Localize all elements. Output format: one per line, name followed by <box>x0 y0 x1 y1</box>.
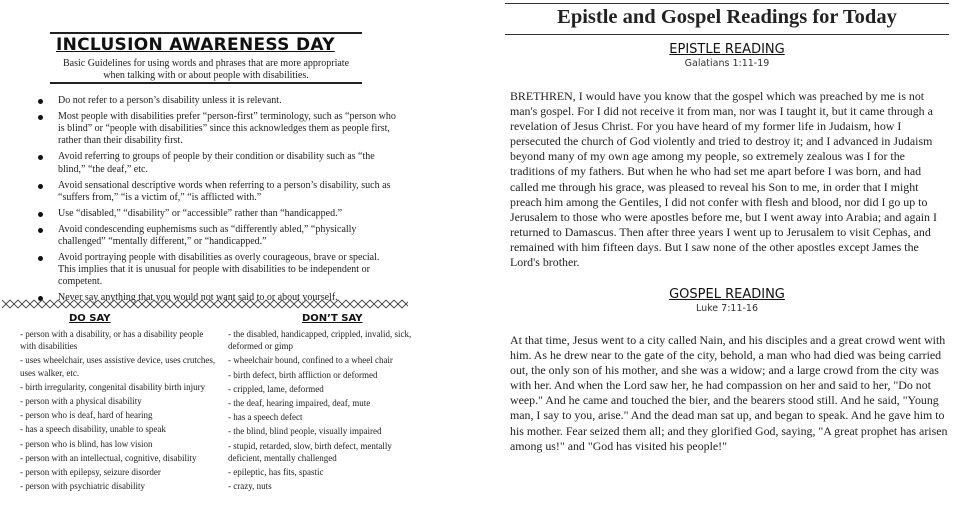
inclusion-title-box <box>50 32 362 84</box>
dont-say-item: - the blind, blind people, visually impaired <box>228 426 382 437</box>
do-say-item: - person with an intellectual, cognitive, disability <box>20 452 197 463</box>
guideline-item: Most people with disabilities prefer “person-first” terminology, such as “person who is blind” or “people with disabilities” since this acknowledges them as people first, rather than their disability first. <box>38 111 398 148</box>
dont-say-item: - has a speech defect <box>228 412 303 423</box>
do-say-item: - person who is blind, has low vision <box>20 438 153 449</box>
guideline-item: Avoid portraying people with disabilities as overly courageous, brave or special. This implies that it is unusual for people with disabilities to be independent or competent. <box>38 252 398 289</box>
inclusion-subtitle-line1: Basic Guidelines for using words and phrases that are more appropriate <box>62 58 350 69</box>
epistle-reference: Galatians 1:11-19 <box>684 58 770 69</box>
do-say-list <box>20 328 216 494</box>
dont-say-item: - birth defect, birth affliction or deformed <box>228 369 378 380</box>
gospel-reference: Luke 7:11-16 <box>695 303 759 314</box>
do-say-item: - person with a disability, or has a disability people with disabilities <box>20 329 204 352</box>
epistle-text: BRETHREN, I would have you know that the gospel which was preached by me is not man's gospel. For I did not receive it from man, nor was I taught it, but it came through a revelation of Jesus Christ. For you have heard of my former life in Judaism, how I persecuted the church of God violently and tried to destroy it; and I advanced in Judaism beyond many of my own age among my people, so extremely zealous was I for the traditions of my fathers. But when he who had set me apart before I was born, and had called me through his grace, was pleased to reveal his Son to me, in order that I might preach him among the Gentiles, I did not confer with flesh and blood, nor did I go up to Jerusalem to those who were apostles before me, but I went away into Arabia; and again I returned to Damascus. Then after three years I went up to Jerusalem to visit Cephas, and remained with him fifteen days. But I saw none of the other apostles except James the Lord's brother. <box>510 89 937 270</box>
dont-say-item: - crippled, lame, deformed <box>228 383 324 394</box>
do-say-item: - person who is deaf, hard of hearing <box>20 410 153 421</box>
inclusion-page <box>0 0 470 518</box>
do-say-heading: DO SAY <box>69 313 111 324</box>
dont-say-item: - stupid, retarded, slow, birth defect, mentally deficient, mentally challenged <box>228 440 392 463</box>
guideline-item: Avoid sensational descriptive words when referring to a person’s disability, such as “suffers from,” “is a victim of,” “is afflicted with.” <box>38 180 398 204</box>
do-say-item: - person with epilepsy, seizure disorder <box>20 467 161 478</box>
do-say-item: - person with a physical disability <box>20 396 142 407</box>
guideline-item: Use “disabled,” “disability” or “accessible” rather than “handicapped.” <box>38 208 398 220</box>
readings-title: Epistle and Gospel Readings for Today <box>557 6 897 28</box>
readings-title-bar <box>505 3 949 35</box>
dont-say-item: - the deaf, hearing impaired, deaf, mute <box>228 398 371 409</box>
dont-say-item: - wheelchair bound, confined to a wheel chair <box>228 355 393 366</box>
guideline-item: Avoid condescending euphemisms such as “differently abled,” “physically challenged” “mentally different,” or “handicapped.” <box>38 224 398 248</box>
gospel-heading: GOSPEL READING <box>669 287 785 302</box>
decorative-divider <box>2 298 408 310</box>
do-say-item: - uses wheelchair, uses assistive device, uses crutches, uses walker, etc. <box>20 355 216 378</box>
readings-page <box>490 0 960 518</box>
do-say-item: - person with psychiatric disability <box>20 481 145 492</box>
dont-say-list <box>228 328 418 494</box>
dont-say-item: - the disabled, handicapped, crippled, invalid, sick, deformed or gimp <box>228 329 412 352</box>
guideline-item: Avoid referring to groups of people by their condition or disability such as “the blind,” “the deaf,” etc. <box>38 151 398 175</box>
inclusion-subtitle-line2: when talking with or about people with disabilities. <box>103 70 309 81</box>
do-say-item: - birth irregularity, congenital disability birth injury <box>20 381 206 392</box>
guideline-item: Never say anything that you would not want said to or about yourself. <box>38 292 398 304</box>
epistle-heading: EPISTLE READING <box>669 42 785 57</box>
inclusion-title: INCLUSION AWARENESS DAY <box>56 35 335 55</box>
dont-say-item: - crazy, nuts <box>228 481 272 492</box>
guidelines-list <box>38 95 398 308</box>
guideline-item: Do not refer to a person’s disability unless it is relevant. <box>38 95 398 107</box>
dont-say-item: - epileptic, has fits, spastic <box>228 467 324 478</box>
gospel-text: At that time, Jesus went to a city called Nain, and his disciples and a great crowd went with him. As he drew near to the gate of the city, behold, a man who had died was being carried out, the only son of his mother, and she was a widow; and a large crowd from the city was with her. And when the Lord saw her, he had compassion on her and said to her, "Do not weep." And he came and touched the bier, and the bearers stood still. And he said, "Young man, I say to you, arise." And the dead man sat up, and began to speak. And he gave him to his mother. Fear seized them all; and they glorified God, saying, "A great prophet has arisen among us!" and "God has visited his people!" <box>510 333 948 453</box>
do-say-item: - has a speech disability, unable to speak <box>20 424 166 435</box>
dont-say-heading: DON’T SAY <box>302 313 363 324</box>
